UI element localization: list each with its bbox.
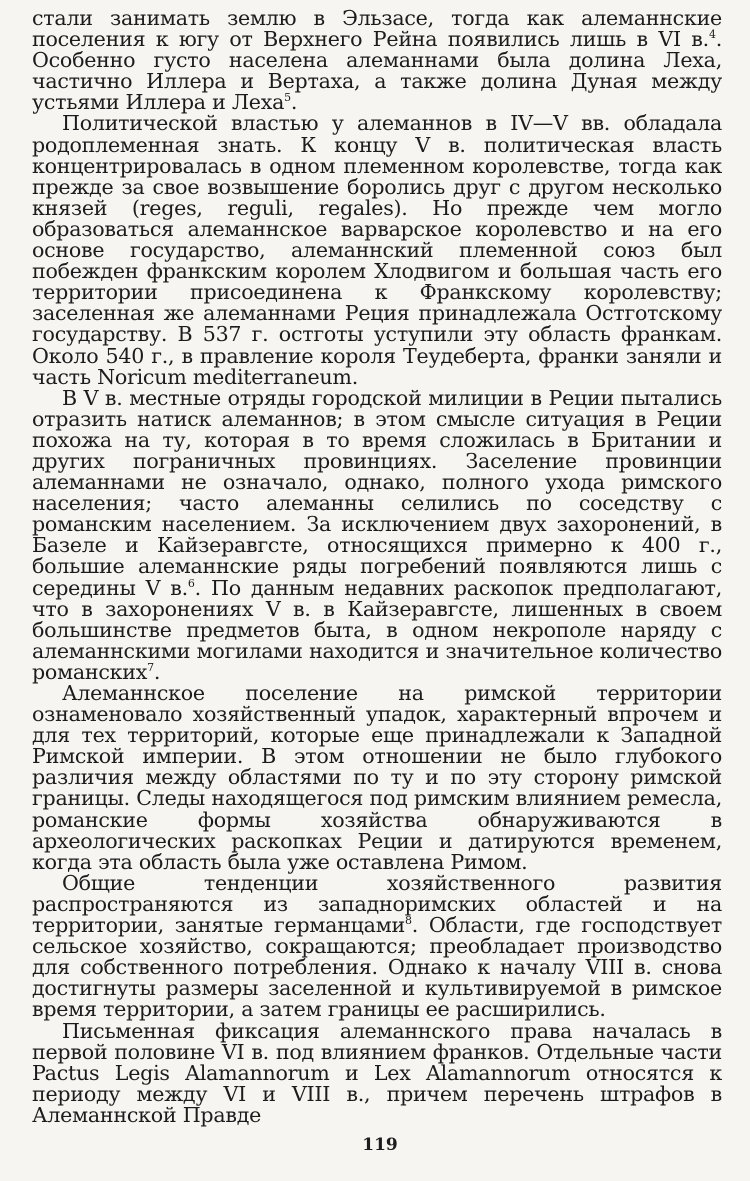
paragraph-text: Алеманнское поселение на римской территории ознаменовало хозяйственный упадок, характерный впрочем и для тех территорий, которые еще принадлежали к Западной Римской империи. В этом отношении не было глубокого различия между областями по ту и по эту сторону римской границы. Следы находящегося под римским влиянием ремесла, романские формы хозяйства обнаруживаются в археологических раскопках Реции и датируются временем, когда эта область была уже оставлена Римом.	[32, 681, 722, 874]
paragraph-text: Общие тенденции хозяйственного развития распространяются из западноримских областей и на территории, занятые германцами	[32, 870, 722, 938]
paragraph	[32, 1018, 722, 1127]
paragraph-text: . Особенно густо населена алеманнами была долина Леха, частично Иллера и Вертаха, а также долина Дуная между устьями Иллера и Леха	[32, 27, 722, 115]
paragraph-text: В V в. местные отряды городской милиции в Реции пытались отразить натиск алеманнов; в этом смысле ситуация в Реции похожа на ту, которая в то время сложилась в Британии и других пограничных провинциях. Заселение провинции алеманнами не означало, однако, полного ухода римского населения; часто алеманны селились по соседству с романским населением. За исключением двух захоронений, в Базеле и Кайзеравгсте, относящихся примерно к 400 г., большие алеманнские ряды погребений появляются лишь с середины V в.	[32, 385, 722, 600]
page-number: 119	[362, 1135, 398, 1155]
body-text	[32, 8, 722, 1126]
paragraph	[32, 683, 722, 873]
paragraph-text: Письменная фиксация алеманнского права началась в первой половине VI в. под влиянием франков. Отдельные части Pactus Legis Alamannorum и Lex Alamannorum относятся к периоду между VI и VIII в., причем перечень штрафов в Алеманнской Правде	[32, 1018, 722, 1127]
paragraph	[32, 8, 722, 113]
paragraph-text: .	[290, 90, 298, 115]
footnote-marker: 7	[147, 661, 154, 675]
paragraph-text: Политической властью у алеманнов в IV—V вв. обладала родоплеменная знать. К концу V в. политическая власть концентрировалась в одном племенном королевстве, тогда как прежде за свое возвышение боролись друг с другом несколько князей (reges, reguli, regales). Но прежде чем могло образоваться алеманнское варварское королевство и на его основе государство, алеманнский племенной союз был побежден франкским королем Хлодвигом и большая часть его территории присоединена к Франкскому королевству; заселенная же алеманнами Реция принадлежала Остготскому государству. В 537 г. остготы уступили эту область франкам. Около 540 г., в правление короля Теудеберта, франки заняли и часть Noricum mediterraneum.	[32, 111, 722, 389]
paragraph	[32, 113, 722, 387]
paragraph	[32, 870, 722, 1022]
paragraph-text: . Области, где господствует сельское хозяйство, сокращаются; преобладает производство для собственного потребления. Однако к началу VIII в. снова достигнуты размеры заселенной и культивируемой в римское время территории, а затем границы ее расширились.	[32, 913, 722, 1022]
paragraph-text: . По данным недавних раскопок предполагают, что в захоронениях V в. в Кайзеравгсте, лишенных в своем большинстве предметов быта, в одном некрополе наряду с алеманнскими могилами находится и значительное количество романских	[32, 575, 722, 684]
footnote-marker: 4	[708, 28, 716, 42]
paragraph-text: стали занимать землю в Эльзасе, тогда как алеманнские поселения к югу от Верхнего Рейна появились лишь в VI в.	[32, 6, 722, 52]
footnote-marker: 5	[284, 91, 291, 105]
paragraph-text: .	[153, 659, 161, 684]
footnote-marker: 6	[187, 576, 195, 590]
paragraph	[32, 385, 722, 684]
footnote-marker: 8	[404, 914, 412, 928]
